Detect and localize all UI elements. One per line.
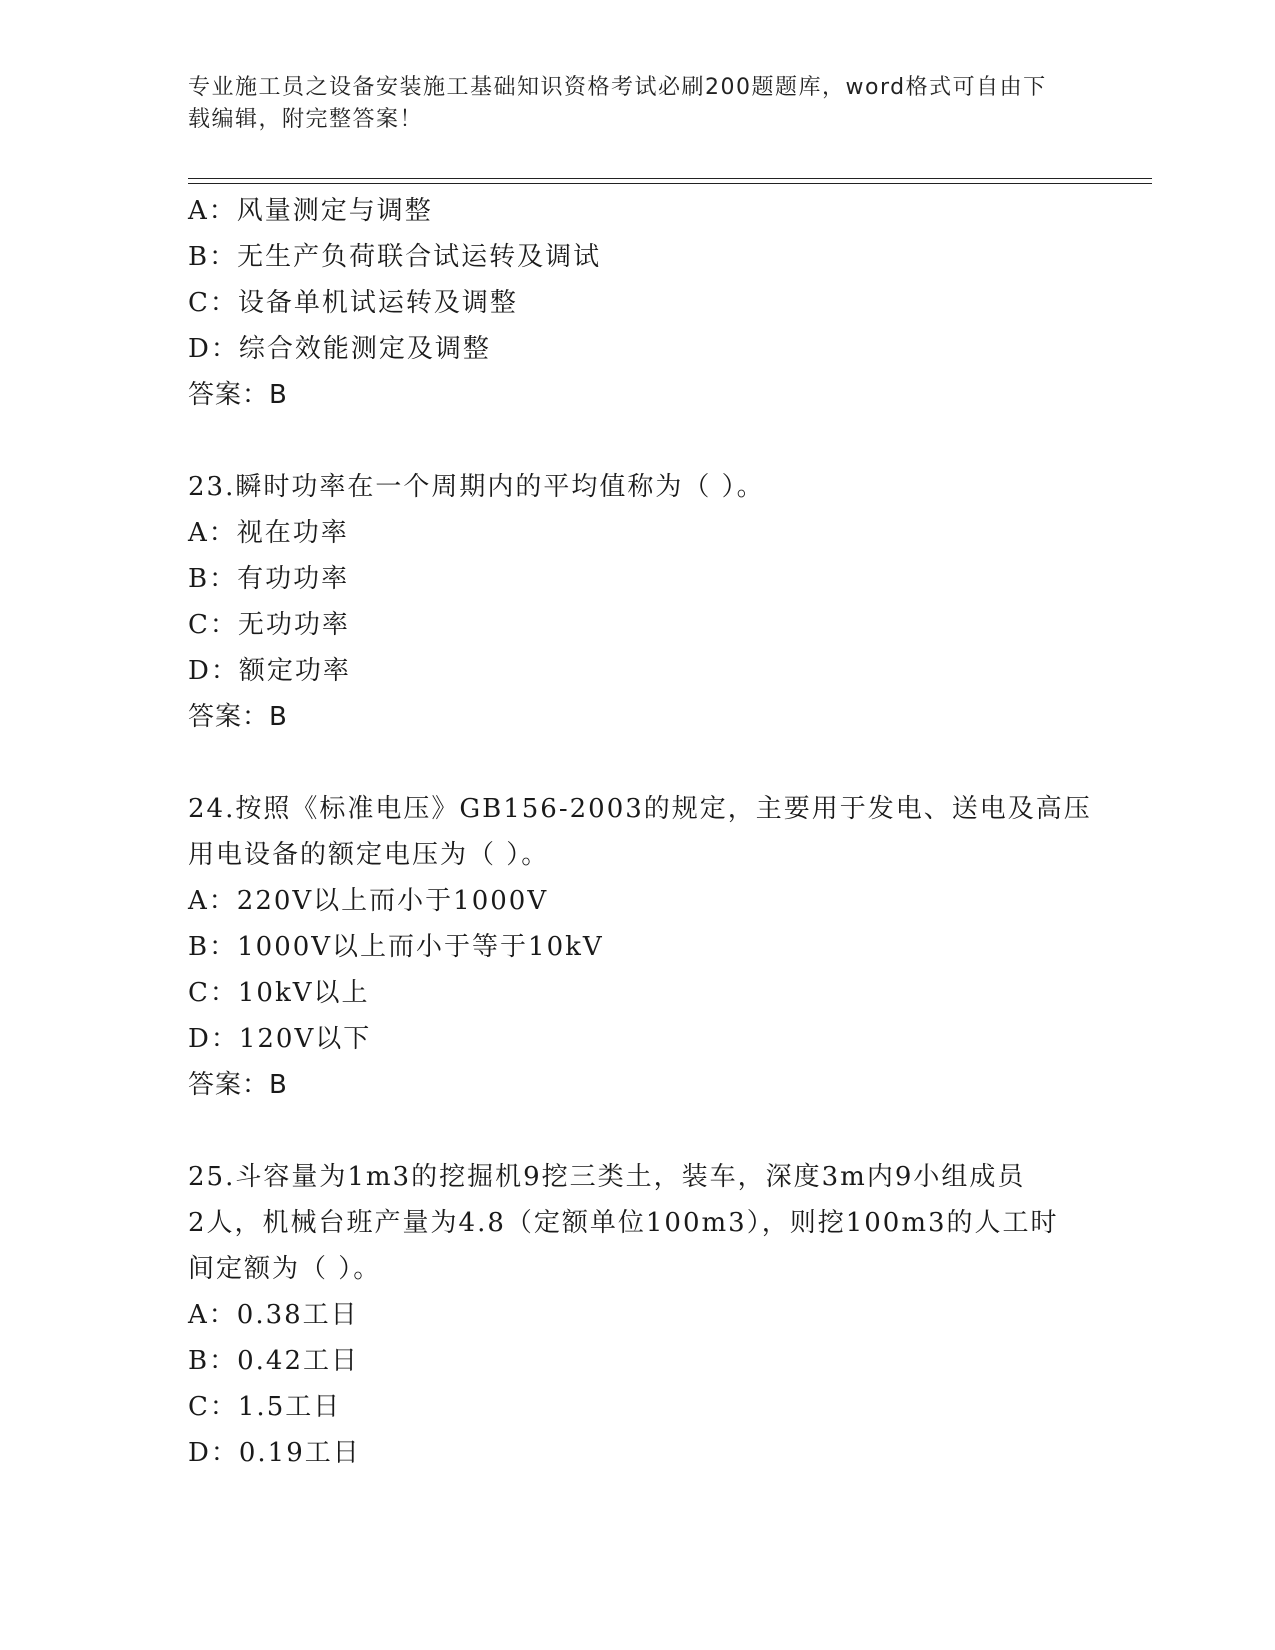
option-d: D：综合效能测定及调整 [188, 334, 491, 364]
option-b: B：1000V以上而小于等于10kV [188, 932, 604, 962]
option-c: C：无功功率 [188, 610, 350, 640]
option-a: A：视在功率 [188, 518, 349, 548]
question-text-line-3: 间定额为（ ）。 [188, 1254, 382, 1284]
option-b: B：0.42工日 [188, 1346, 359, 1376]
document-header [188, 72, 1068, 136]
answer-line: 答案：B [188, 380, 288, 410]
option-c: C：设备单机试运转及调整 [188, 288, 518, 318]
spacer [188, 418, 1088, 464]
header-divider-top [188, 178, 1152, 179]
question-block-25 [188, 1154, 1088, 1476]
option-b: B：无生产负荷联合试运转及调试 [188, 242, 602, 272]
option-d: D：额定功率 [188, 656, 351, 686]
option-b: B：有功功率 [188, 564, 350, 594]
question-text-line-1: 24.按照《标准电压》GB156-2003的规定，主要用于发电、送电及高压 [188, 794, 1092, 824]
question-text-line-1: 25.斗容量为1m3的挖掘机9挖三类土，装车，深度3m内9小组成员 [188, 1162, 1026, 1192]
spacer [188, 1108, 1088, 1154]
answer-line: 答案：B [188, 1070, 288, 1100]
question-block-23 [188, 464, 1088, 740]
option-a: A：0.38工日 [188, 1300, 359, 1330]
option-d: D：120V以下 [188, 1024, 372, 1054]
question-text: 23.瞬时功率在一个周期内的平均值称为（ ）。 [188, 472, 765, 502]
question-list [188, 188, 1092, 1476]
header-divider-bottom [188, 183, 1152, 184]
question-text-line-2: 2人，机械台班产量为4.8（定额单位100m3），则挖100m3的人工时 [188, 1208, 1059, 1238]
answer-line: 答案：B [188, 702, 288, 732]
option-d: D：0.19工日 [188, 1438, 361, 1468]
header-title: 专业施工员之设备安装施工基础知识资格考试必刷200题题库，word格式可自由下载编辑，附完整答案！ [188, 75, 1047, 132]
option-c: C：1.5工日 [188, 1392, 342, 1422]
option-a: A：220V以上而小于1000V [188, 886, 549, 916]
question-text-line-2: 用电设备的额定电压为（ ）。 [188, 840, 550, 870]
option-c: C：10kV以上 [188, 978, 370, 1008]
spacer [188, 740, 1088, 786]
question-block-24 [188, 786, 1092, 1108]
option-a: A：风量测定与调整 [188, 196, 433, 226]
question-block-prev [188, 188, 1088, 418]
